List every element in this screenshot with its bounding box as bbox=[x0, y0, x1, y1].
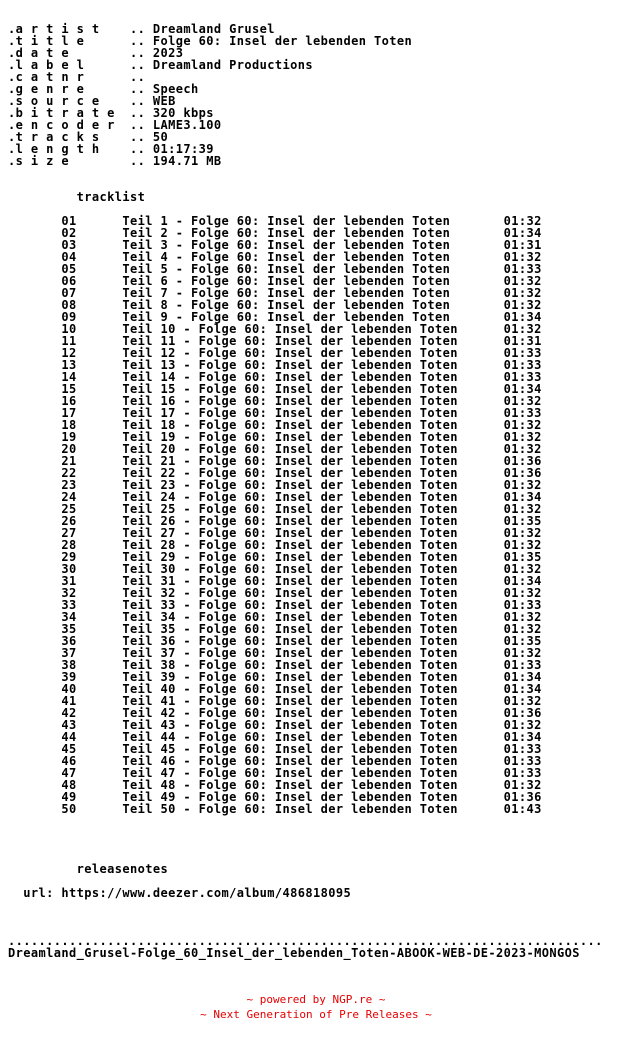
track-duration: 01:34 bbox=[503, 226, 542, 240]
info-row: .a r t i s t .. Dreamland Grusel bbox=[8, 22, 275, 36]
info-key: .l a b e l bbox=[8, 58, 85, 72]
track-title: Teil 25 - Folge 60: Insel der lebenden Toten bbox=[122, 502, 458, 516]
track-duration: 01:33 bbox=[503, 742, 542, 756]
track-number: 46 bbox=[61, 754, 77, 768]
track-title: Teil 27 - Folge 60: Insel der lebenden Toten bbox=[122, 526, 458, 540]
releasenotes-heading: releasenotes bbox=[76, 862, 169, 876]
track-number: 01 bbox=[61, 214, 77, 228]
info-value: Dreamland Grusel bbox=[152, 22, 275, 36]
info-row: .t r a c k s .. 50 bbox=[8, 130, 169, 144]
track-title: Teil 31 - Folge 60: Insel der lebenden Toten bbox=[122, 574, 458, 588]
track-title: Teil 39 - Folge 60: Insel der lebenden Toten bbox=[122, 670, 458, 684]
track-duration: 01:33 bbox=[503, 754, 542, 768]
track-title: Teil 41 - Folge 60: Insel der lebenden Toten bbox=[122, 694, 458, 708]
track-number: 05 bbox=[61, 262, 77, 276]
info-value: 01:17:39 bbox=[152, 142, 214, 156]
info-value: 2023 bbox=[152, 46, 184, 60]
track-title: Teil 15 - Folge 60: Insel der lebenden Toten bbox=[122, 382, 458, 396]
track-title: Teil 43 - Folge 60: Insel der lebenden Toten bbox=[122, 718, 458, 732]
track-duration: 01:32 bbox=[503, 298, 542, 312]
track-duration: 01:33 bbox=[503, 262, 542, 276]
track-title: Teil 32 - Folge 60: Insel der lebenden Toten bbox=[122, 586, 458, 600]
info-value: Folge 60: Insel der lebenden Toten bbox=[152, 34, 413, 48]
track-duration: 01:35 bbox=[503, 550, 542, 564]
track-number: 06 bbox=[61, 274, 77, 288]
track-title: Teil 1 - Folge 60: Insel der lebenden Toten bbox=[122, 214, 451, 228]
track-title: Teil 26 - Folge 60: Insel der lebenden Toten bbox=[122, 514, 458, 528]
track-number: 10 bbox=[61, 322, 77, 336]
track-number: 27 bbox=[61, 526, 77, 540]
url-label: url: bbox=[23, 886, 54, 900]
track-duration: 01:34 bbox=[503, 670, 542, 684]
info-row: .s i z e .. 194.71 MB bbox=[8, 154, 222, 168]
track-duration: 01:33 bbox=[503, 370, 542, 384]
track-number: 31 bbox=[61, 574, 77, 588]
info-row: .g e n r e .. Speech bbox=[8, 82, 199, 96]
track-number: 41 bbox=[61, 694, 77, 708]
track-number: 40 bbox=[61, 682, 77, 696]
info-row: .b i t r a t e .. 320 kbps bbox=[8, 106, 214, 120]
track-duration: 01:33 bbox=[503, 346, 542, 360]
track-number: 09 bbox=[61, 310, 77, 324]
track-number: 24 bbox=[61, 490, 77, 504]
track-title: Teil 13 - Folge 60: Insel der lebenden Toten bbox=[122, 358, 458, 372]
track-duration: 01:32 bbox=[503, 478, 542, 492]
track-duration: 01:34 bbox=[503, 682, 542, 696]
track-duration: 01:32 bbox=[503, 442, 542, 456]
track-duration: 01:43 bbox=[503, 802, 542, 816]
info-key: .g e n r e bbox=[8, 82, 85, 96]
footer-tagline: ~ Next Generation of Pre Releases ~ bbox=[200, 1008, 432, 1021]
track-number: 08 bbox=[61, 298, 77, 312]
track-number: 28 bbox=[61, 538, 77, 552]
track-number: 44 bbox=[61, 730, 77, 744]
track-duration: 01:35 bbox=[503, 634, 542, 648]
track-duration: 01:33 bbox=[503, 358, 542, 372]
info-key: .a r t i s t bbox=[8, 22, 100, 36]
track-title: Teil 50 - Folge 60: Insel der lebenden Toten bbox=[122, 802, 458, 816]
track-title: Teil 19 - Folge 60: Insel der lebenden Toten bbox=[122, 430, 458, 444]
track-duration: 01:32 bbox=[503, 418, 542, 432]
track-number: 02 bbox=[61, 226, 77, 240]
track-title: Teil 29 - Folge 60: Insel der lebenden Toten bbox=[122, 550, 458, 564]
track-duration: 01:34 bbox=[503, 382, 542, 396]
track-number: 14 bbox=[61, 370, 77, 384]
track-duration: 01:36 bbox=[503, 790, 542, 804]
track-number: 13 bbox=[61, 358, 77, 372]
track-duration: 01:32 bbox=[503, 526, 542, 540]
track-duration: 01:33 bbox=[503, 658, 542, 672]
separator-line: .............................................................................. bbox=[8, 934, 603, 948]
info-key: .t i t l e bbox=[8, 34, 85, 48]
track-number: 36 bbox=[61, 634, 77, 648]
track-duration: 01:32 bbox=[503, 394, 542, 408]
track-number: 49 bbox=[61, 790, 77, 804]
track-title: Teil 22 - Folge 60: Insel der lebenden Toten bbox=[122, 466, 458, 480]
track-title: Teil 44 - Folge 60: Insel der lebenden Toten bbox=[122, 730, 458, 744]
tracklist bbox=[8, 215, 603, 815]
track-number: 11 bbox=[61, 334, 77, 348]
track-duration: 01:32 bbox=[503, 538, 542, 552]
track-duration: 01:32 bbox=[503, 610, 542, 624]
track-number: 15 bbox=[61, 382, 77, 396]
track-number: 32 bbox=[61, 586, 77, 600]
release-url[interactable]: https://www.deezer.com/album/486818095 bbox=[61, 886, 352, 900]
track-number: 30 bbox=[61, 562, 77, 576]
info-value: Dreamland Productions bbox=[152, 58, 313, 72]
track-duration: 01:36 bbox=[503, 466, 542, 480]
track-title: Teil 18 - Folge 60: Insel der lebenden Toten bbox=[122, 418, 458, 432]
track-title: Teil 40 - Folge 60: Insel der lebenden Toten bbox=[122, 682, 458, 696]
track-title: Teil 35 - Folge 60: Insel der lebenden Toten bbox=[122, 622, 458, 636]
track-duration: 01:33 bbox=[503, 406, 542, 420]
info-key: .e n c o d e r bbox=[8, 118, 115, 132]
info-key: .s i z e bbox=[8, 154, 69, 168]
info-key: .d a t e bbox=[8, 46, 69, 60]
info-key: .b i t r a t e bbox=[8, 106, 115, 120]
track-duration: 01:32 bbox=[503, 622, 542, 636]
info-row: .s o u r c e .. WEB bbox=[8, 94, 176, 108]
info-value: Speech bbox=[152, 82, 199, 96]
info-value: 50 bbox=[152, 130, 169, 144]
info-value: LAME3.100 bbox=[152, 118, 222, 132]
track-number: 20 bbox=[61, 442, 77, 456]
track-duration: 01:31 bbox=[503, 238, 542, 252]
track-title: Teil 12 - Folge 60: Insel der lebenden Toten bbox=[122, 346, 458, 360]
track-duration: 01:32 bbox=[503, 286, 542, 300]
track-title: Teil 36 - Folge 60: Insel der lebenden Toten bbox=[122, 634, 458, 648]
track-title: Teil 11 - Folge 60: Insel der lebenden Toten bbox=[122, 334, 458, 348]
info-row: .c a t n r .. bbox=[8, 70, 153, 84]
track-number: 18 bbox=[61, 418, 77, 432]
track-title: Teil 38 - Folge 60: Insel der lebenden Toten bbox=[122, 658, 458, 672]
track-number: 16 bbox=[61, 394, 77, 408]
track-title: Teil 20 - Folge 60: Insel der lebenden Toten bbox=[122, 442, 458, 456]
track-title: Teil 37 - Folge 60: Insel der lebenden Toten bbox=[122, 646, 458, 660]
track-duration: 01:31 bbox=[503, 334, 542, 348]
track-duration: 01:32 bbox=[503, 430, 542, 444]
track-number: 07 bbox=[61, 286, 77, 300]
track-title: Teil 6 - Folge 60: Insel der lebenden Toten bbox=[122, 274, 451, 288]
track-title: Teil 47 - Folge 60: Insel der lebenden Toten bbox=[122, 766, 458, 780]
track-title: Teil 42 - Folge 60: Insel der lebenden Toten bbox=[122, 706, 458, 720]
track-title: Teil 3 - Folge 60: Insel der lebenden Toten bbox=[122, 238, 451, 252]
track-title: Teil 34 - Folge 60: Insel der lebenden Toten bbox=[122, 610, 458, 624]
track-duration: 01:32 bbox=[503, 250, 542, 264]
track-title: Teil 2 - Folge 60: Insel der lebenden Toten bbox=[122, 226, 451, 240]
track-title: Teil 9 - Folge 60: Insel der lebenden Toten bbox=[122, 310, 451, 324]
track-title: Teil 5 - Folge 60: Insel der lebenden Toten bbox=[122, 262, 451, 276]
track-title: Teil 33 - Folge 60: Insel der lebenden Toten bbox=[122, 598, 458, 612]
info-value: 194.71 MB bbox=[152, 154, 222, 168]
track-title: Teil 45 - Folge 60: Insel der lebenden Toten bbox=[122, 742, 458, 756]
track-duration: 01:34 bbox=[503, 490, 542, 504]
track-title: Teil 28 - Folge 60: Insel der lebenden Toten bbox=[122, 538, 458, 552]
track-title: Teil 21 - Folge 60: Insel der lebenden Toten bbox=[122, 454, 458, 468]
track-number: 17 bbox=[61, 406, 77, 420]
nfo-text bbox=[8, 23, 603, 959]
track-duration: 01:34 bbox=[503, 574, 542, 588]
track-title: Teil 8 - Folge 60: Insel der lebenden Toten bbox=[122, 298, 451, 312]
track-duration: 01:36 bbox=[503, 454, 542, 468]
track-title: Teil 48 - Folge 60: Insel der lebenden Toten bbox=[122, 778, 458, 792]
track-number: 45 bbox=[61, 742, 77, 756]
track-number: 38 bbox=[61, 658, 77, 672]
track-number: 25 bbox=[61, 502, 77, 516]
track-title: Teil 49 - Folge 60: Insel der lebenden Toten bbox=[122, 790, 458, 804]
track-number: 34 bbox=[61, 610, 77, 624]
track-duration: 01:32 bbox=[503, 586, 542, 600]
track-title: Teil 14 - Folge 60: Insel der lebenden Toten bbox=[122, 370, 458, 384]
track-number: 12 bbox=[61, 346, 77, 360]
track-duration: 01:32 bbox=[503, 718, 542, 732]
track-number: 50 bbox=[61, 802, 77, 816]
track-duration: 01:34 bbox=[503, 730, 542, 744]
track-duration: 01:32 bbox=[503, 646, 542, 660]
track-title: Teil 17 - Folge 60: Insel der lebenden Toten bbox=[122, 406, 458, 420]
track-number: 22 bbox=[61, 466, 77, 480]
info-row: .d a t e .. 2023 bbox=[8, 46, 184, 60]
track-number: 37 bbox=[61, 646, 77, 660]
track-number: 26 bbox=[61, 514, 77, 528]
track-title: Teil 46 - Folge 60: Insel der lebenden Toten bbox=[122, 754, 458, 768]
track-duration: 01:32 bbox=[503, 502, 542, 516]
track-number: 47 bbox=[61, 766, 77, 780]
tracklist-heading: tracklist bbox=[76, 190, 146, 204]
track-duration: 01:32 bbox=[503, 562, 542, 576]
info-key: .s o u r c e bbox=[8, 94, 100, 108]
track-number: 42 bbox=[61, 706, 77, 720]
track-number: 39 bbox=[61, 670, 77, 684]
track-duration: 01:33 bbox=[503, 598, 542, 612]
track-duration: 01:35 bbox=[503, 514, 542, 528]
track-number: 33 bbox=[61, 598, 77, 612]
release-name: Dreamland_Grusel-Folge_60_Insel_der_lebenden_Toten-ABOOK-WEB-DE-2023-MONGOS bbox=[8, 946, 580, 960]
track-title: Teil 24 - Folge 60: Insel der lebenden Toten bbox=[122, 490, 458, 504]
track-title: Teil 23 - Folge 60: Insel der lebenden Toten bbox=[122, 478, 458, 492]
track-duration: 01:33 bbox=[503, 766, 542, 780]
info-value: 320 kbps bbox=[152, 106, 214, 120]
track-number: 23 bbox=[61, 478, 77, 492]
track-duration: 01:32 bbox=[503, 274, 542, 288]
info-key: .t r a c k s bbox=[8, 130, 100, 144]
track-number: 03 bbox=[61, 238, 77, 252]
track-row bbox=[8, 803, 603, 815]
track-number: 48 bbox=[61, 778, 77, 792]
track-number: 43 bbox=[61, 718, 77, 732]
track-title: Teil 4 - Folge 60: Insel der lebenden Toten bbox=[122, 250, 451, 264]
track-number: 29 bbox=[61, 550, 77, 564]
track-duration: 01:32 bbox=[503, 214, 542, 228]
track-duration: 01:34 bbox=[503, 310, 542, 324]
info-row: .l a b e l .. Dreamland Productions bbox=[8, 58, 313, 72]
info-key: .c a t n r bbox=[8, 70, 85, 84]
info-row: .e n c o d e r .. LAME3.100 bbox=[8, 118, 222, 132]
track-title: Teil 7 - Folge 60: Insel der lebenden Toten bbox=[122, 286, 451, 300]
track-number: 21 bbox=[61, 454, 77, 468]
track-number: 04 bbox=[61, 250, 77, 264]
info-value: WEB bbox=[152, 94, 176, 108]
track-title: Teil 10 - Folge 60: Insel der lebenden Toten bbox=[122, 322, 458, 336]
info-key: .l e n g t h bbox=[8, 142, 100, 156]
footer bbox=[0, 992, 632, 1022]
info-row: .l e n g t h .. 01:17:39 bbox=[8, 142, 214, 156]
track-duration: 01:32 bbox=[503, 694, 542, 708]
track-duration: 01:32 bbox=[503, 778, 542, 792]
info-row: .t i t l e .. Folge 60: Insel der lebenden Toten bbox=[8, 34, 413, 48]
powered-by-link[interactable]: ~ powered by NGP.re ~ bbox=[246, 993, 386, 1006]
track-number: 35 bbox=[61, 622, 77, 636]
track-number: 19 bbox=[61, 430, 77, 444]
track-title: Teil 16 - Folge 60: Insel der lebenden Toten bbox=[122, 394, 458, 408]
url-row bbox=[8, 887, 603, 899]
track-duration: 01:32 bbox=[503, 322, 542, 336]
track-title: Teil 30 - Folge 60: Insel der lebenden Toten bbox=[122, 562, 458, 576]
track-duration: 01:36 bbox=[503, 706, 542, 720]
